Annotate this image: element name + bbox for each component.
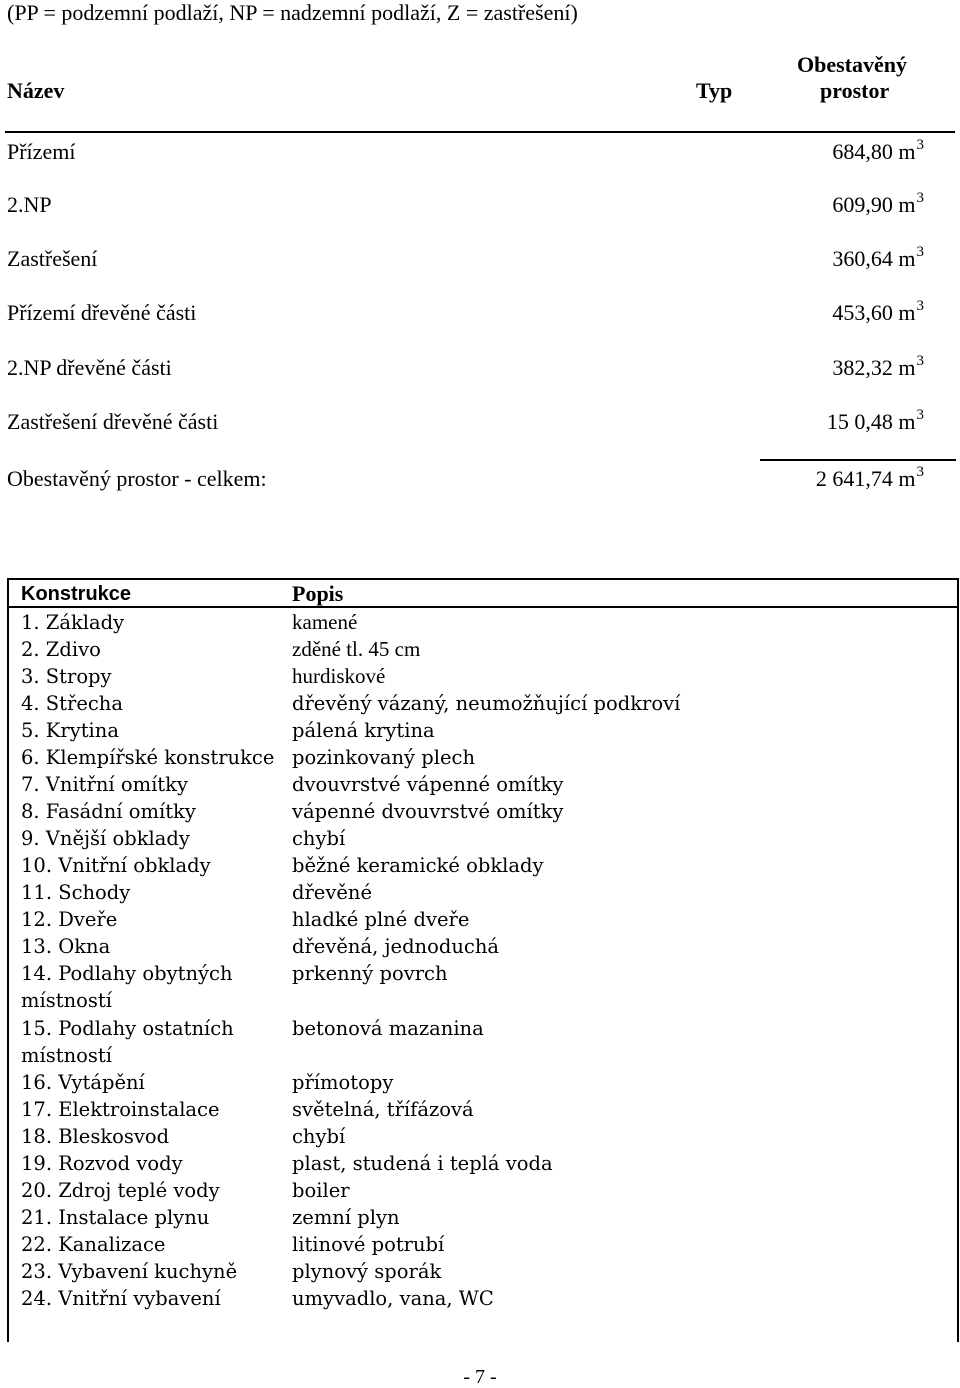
volume-row-name: Zastřešení dřevěné části	[7, 409, 219, 434]
row-description: chybí	[292, 1125, 346, 1148]
construction-header-item: Konstrukce	[21, 583, 132, 605]
legend-text: (PP = podzemní podlaží, NP = nadzemní podlaží, Z = zastřešení)	[7, 0, 578, 25]
row-description: plynový sporák	[292, 1260, 442, 1283]
row-item: 3. Stropy	[21, 665, 112, 688]
row-description: vápenné dvouvrstvé omítky	[292, 800, 564, 823]
volume-row-value: 382,32 $m^3$	[832, 353, 924, 380]
header-name: Název	[7, 78, 65, 103]
row-item: 20. Zdroj teplé vody	[21, 1179, 220, 1202]
construction-header-description: Popis	[292, 581, 344, 606]
row-description: dřevěné	[292, 881, 372, 904]
row-item: 8. Fasádní omítky	[21, 800, 196, 823]
construction-table	[7, 578, 959, 1342]
row-item: 16. Vytápění	[21, 1071, 145, 1094]
volume-row-value: 609,90 $m^3$	[832, 190, 924, 217]
volume-row	[0, 355, 960, 381]
row-item: 6. Klempířské konstrukce	[21, 746, 275, 769]
row-item: 24. Vnitřní vybavení	[21, 1287, 221, 1310]
row-description: zděné tl. 45 cm	[292, 637, 421, 661]
row-item: 19. Rozvod vody	[21, 1152, 183, 1175]
header-type: Typ	[696, 78, 733, 103]
volume-row-value: 684,80 $m^3$	[832, 137, 924, 164]
volume-row	[0, 300, 960, 326]
row-item: 23. Vybavení kuchyně	[21, 1260, 238, 1283]
volume-row	[0, 139, 960, 165]
row-description: betonová mazanina	[292, 1017, 484, 1040]
row-description: světelná, třífázová	[292, 1098, 474, 1121]
row-description: běžné keramické obklady	[292, 854, 544, 877]
row-description: kamené	[292, 610, 358, 634]
row-item: 17. Elektroinstalace	[21, 1098, 220, 1121]
row-item: 15. Podlahy ostatních místností	[21, 1017, 234, 1068]
row-item: 18. Bleskosvod	[21, 1125, 170, 1148]
volume-total-name: Obestavěný prostor - celkem:	[7, 466, 267, 491]
header-volume-line1: Obestavěný	[797, 52, 907, 77]
row-description: litinové potrubí	[292, 1233, 445, 1256]
header-rule	[5, 131, 955, 133]
row-item: 4. Střecha	[21, 692, 123, 715]
volume-row-value: 15 0,48 $m^3$	[826, 407, 924, 434]
volume-total-value: 2 641,74 $m^3$	[815, 464, 924, 491]
row-item: 22. Kanalizace	[21, 1233, 166, 1256]
page-number: - 7 -	[463, 1366, 497, 1388]
volume-row-name: 2.NP dřevěné části	[7, 355, 172, 380]
row-item: 21. Instalace plynu	[21, 1206, 210, 1229]
row-description: hladké plné dveře	[292, 908, 470, 931]
row-description: zemní plyn	[292, 1206, 400, 1229]
volume-row-name: Přízemí dřevěné části	[7, 300, 197, 325]
row-description: dřevěný vázaný, neumožňující podkroví	[292, 692, 681, 715]
row-item: 9. Vnější obklady	[21, 827, 190, 850]
total-rule	[760, 459, 956, 461]
row-item: 5. Krytina	[21, 719, 119, 742]
row-description: hurdiskové	[292, 664, 386, 688]
row-item: 7. Vnitřní omítky	[21, 773, 188, 796]
row-description: pozinkovaný plech	[292, 746, 476, 769]
volume-row	[0, 246, 960, 272]
row-item: 11. Schody	[21, 881, 131, 904]
volume-row-name: Přízemí	[7, 139, 76, 164]
row-description: dřevěná, jednoduchá	[292, 935, 499, 958]
row-item: 10. Vnitřní obklady	[21, 854, 211, 877]
row-description: boiler	[292, 1179, 350, 1202]
row-description: plast, studená i teplá voda	[292, 1152, 553, 1175]
volume-row-value: 360,64 $m^3$	[832, 244, 924, 271]
volume-row-name: 2.NP	[7, 192, 52, 217]
volume-row	[0, 192, 960, 218]
row-description: dvouvrstvé vápenné omítky	[292, 773, 564, 796]
row-item: 2. Zdivo	[21, 638, 101, 661]
volume-row-value: 453,60 $m^3$	[832, 298, 924, 325]
row-description: prkenný povrch	[292, 962, 448, 985]
row-description: umyvadlo, vana, WC	[292, 1287, 494, 1310]
row-description: chybí	[292, 827, 346, 850]
volume-total-row	[0, 466, 960, 492]
volume-row	[0, 409, 960, 435]
volume-row-name: Zastřešení	[7, 246, 98, 271]
row-item: 13. Okna	[21, 935, 111, 958]
row-description: pálená krytina	[292, 719, 435, 742]
row-item: 1. Základy	[21, 611, 125, 634]
header-volume-line2: prostor	[820, 78, 890, 103]
construction-header-rule	[9, 606, 957, 608]
row-item: 14. Podlahy obytných místností	[21, 962, 233, 1013]
row-description: přímotopy	[292, 1071, 394, 1094]
row-item: 12. Dveře	[21, 908, 118, 931]
